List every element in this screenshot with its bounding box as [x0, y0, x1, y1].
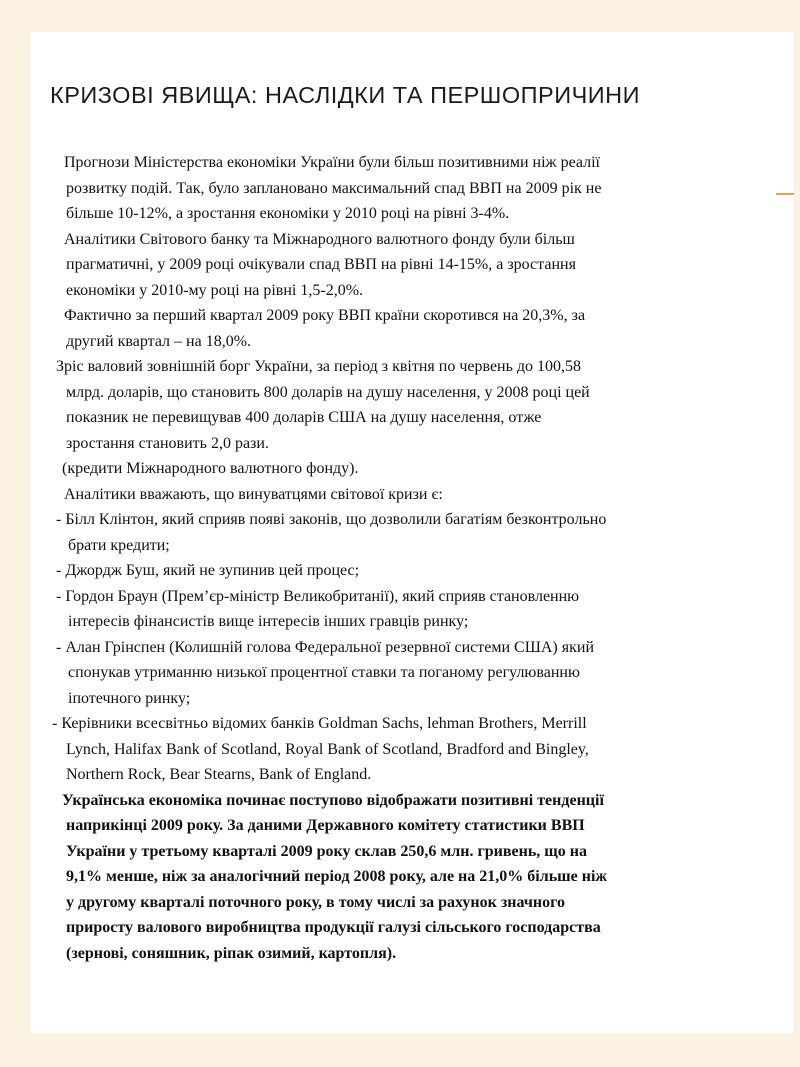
paragraph-culprits-intro	[0, 482, 780, 508]
text-line: 9,1% менше, ніж за аналогічний період 2008 року, але на 21,0% більше ніж	[66, 868, 608, 885]
text-line: спонукав утриманню низької процентної ставки та поганому регулюванню	[68, 664, 580, 681]
text-line: у другому кварталі поточного року, в тому числі за рахунок значного	[66, 893, 565, 911]
text-line: (кредити Міжнародного валютного фонду).	[62, 460, 359, 477]
list-item-bush	[0, 558, 780, 584]
text-line: - Білл Клінтон, який сприяв появі законів, що дозволили багатіям безконтрольно	[56, 511, 607, 528]
text-line: - Алан Грінспен (Колишній голова Федеральної резервної системи США) який	[56, 638, 595, 656]
body-text	[0, 150, 780, 966]
paragraph-forecast-ministry	[0, 150, 780, 227]
text-line: показник не перевищував 400 доларів США на душу населення, отже	[66, 409, 542, 426]
text-line: другий квартал – на 18,0%.	[66, 332, 252, 350]
text-line: наприкінці 2009 року. За даними Державного комітету статистики ВВП	[66, 817, 585, 834]
text-line: розвитку подій. Так, було заплановано максимальний спад ВВП на 2009 рік не	[66, 179, 602, 197]
list-item-bank-executives	[0, 711, 780, 788]
text-line: економіки у 2010-му році на рівні 1,5-2,0%.	[66, 281, 364, 299]
text-line: - Гордон Браун (Прем’єр-міністр Великобританії), який сприяв становленню	[56, 587, 580, 605]
text-line: Фактично за перший квартал 2009 року ВВП країни скоротився на 20,3%, за	[64, 307, 586, 324]
text-line: Lynch, Halifax Bank of Scotland, Royal Bank of Scotland, Bradford and Bingley,	[66, 740, 589, 758]
list-item-clinton	[0, 507, 780, 558]
text-line: Аналітики вважають, що винуватцями світової кризи є:	[64, 485, 443, 503]
text-line: Аналітики Світового банку та Міжнародного валютного фонду були більш	[64, 230, 575, 248]
text-line: інтересів фінансистів вище інтересів інших гравців ринку;	[68, 613, 469, 630]
text-line: Прогнози Міністерства економіки України були більш позитивними ніж реалії	[64, 154, 600, 171]
text-line: Зріс валовий зовнішній борг України, за період з квітня по червень до 100,58	[56, 358, 582, 375]
text-line: - Джордж Буш, який не зупинив цей процес;	[56, 562, 360, 579]
text-line: більше 10-12%, а зростання економіки у 2010 році на рівні 3-4%.	[66, 205, 510, 222]
text-line: брати кредити;	[68, 536, 170, 554]
text-line: (зернові, соняшник, ріпак озимий, картопля).	[66, 944, 397, 962]
paragraph-economy-recovery	[0, 788, 780, 967]
paragraph-q1-gdp	[0, 303, 780, 354]
text-line: прагматичні, у 2009 році очікували спад ВВП на рівні 14-15%, а зростання	[66, 256, 576, 273]
list-item-greenspan	[0, 635, 780, 712]
text-line: Northern Rock, Bear Stearns, Bank of England.	[66, 766, 372, 783]
page-title: КРИЗОВІ ЯВИЩА: НАСЛІДКИ ТА ПЕРШОПРИЧИНИ	[50, 82, 640, 108]
list-item-brown	[0, 584, 780, 635]
paragraph-worldbank-imf	[0, 227, 780, 304]
text-line: іпотечного ринку;	[68, 689, 191, 707]
paragraph-imf-credits	[0, 456, 780, 482]
text-line: України у третьому кварталі 2009 року склав 250,6 млн. гривень, що на	[66, 842, 588, 860]
text-line: Українська економіка починає поступово відображати позитивні тенденції	[62, 791, 604, 809]
text-line: - Керівники всесвітньо відомих банків Goldman Sachs, lehman Brothers, Merrill	[52, 715, 587, 732]
text-line: зростання становить 2,0 рази.	[66, 434, 269, 452]
text-line: приросту валового виробництва продукції галузі сільського господарства	[66, 919, 601, 936]
text-line: млрд. доларів, що становить 800 доларів на душу населення, у 2008 році цей	[66, 383, 590, 401]
paragraph-external-debt	[0, 354, 780, 456]
